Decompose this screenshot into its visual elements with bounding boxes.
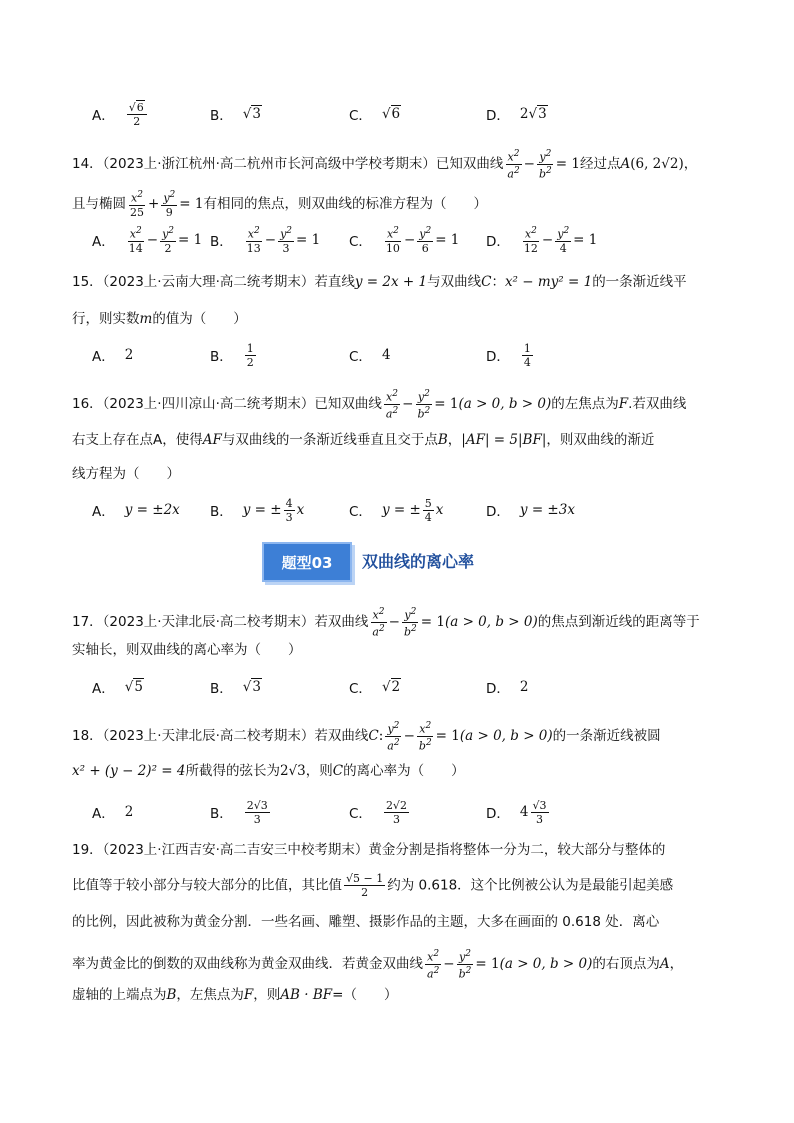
q14-option-b[interactable]: B． $\frac{x^2}{13}$ − $\frac{y^2}{3}$ = 1	[210, 226, 321, 255]
q17-options	[92, 667, 732, 707]
q14-line-2: 且与椭圆 $\frac{x^2}{25}$ + $\frac{y^2}{9}$ = 1有相同的焦点，则双曲线的标准方程为（ ）	[72, 190, 487, 219]
q16-option-c[interactable]: C． y = ± $\frac{5}{4}$ x	[349, 496, 444, 524]
q13-option-d[interactable]: D． 2 √3	[486, 106, 547, 124]
q15-option-c[interactable]: C． 4	[349, 347, 391, 365]
q14-line-1: 14．（2023上·浙江杭州·高二杭州市长河高级中学校考期末）已知双曲线 $\frac{x^2}{a^2}$ − $\frac{y^2}{b^2}$ = 1经过点A(6, 2√2)，	[72, 149, 698, 181]
q14-option-d[interactable]: D． $\frac{x^2}{12}$ − $\frac{y^2}{4}$ = 1	[486, 226, 598, 255]
q16-line-1: 16．（2023上·四川凉山·高二统考期末）已知双曲线 $\frac{x^2}{a^2}$ − $\frac{y^2}{b^2}$ = 1(a > 0, b > 0)的左焦点为F.若双曲线	[72, 389, 687, 421]
q16-option-d[interactable]: D． y = ±3x	[486, 502, 575, 520]
section-badge: 题型03	[262, 542, 352, 582]
q16-line-2: 右支上存在点A，使得AF与双曲线的一条渐近线垂直且交于点B，|AF| = 5|BF|，则双曲线的渐近	[72, 432, 655, 448]
q13-option-b[interactable]: B． √3	[210, 106, 261, 124]
q13-options	[92, 94, 732, 134]
q13-option-a[interactable]: A． $\frac{√6}{2}$	[92, 94, 149, 134]
q15-options	[92, 335, 732, 375]
q17-option-d[interactable]: D． 2	[486, 679, 529, 697]
q18-options	[92, 792, 732, 832]
q15-option-d[interactable]: D． $\frac{1}{4}$	[486, 341, 531, 369]
q16-options	[92, 490, 732, 530]
q19-line-2: 比值等于较小部分与较大部分的比值，其比值 $\frac{√5 - 1}{2}$ 约为 0.618．这个比例被公认为是最能引起美感	[72, 872, 674, 899]
section-title: 双曲线的离心率	[362, 552, 475, 571]
q16-option-a[interactable]: A． y = ±2x	[92, 502, 180, 520]
q15-option-b[interactable]: B． $\frac{1}{2}$	[210, 341, 254, 369]
q14-option-c[interactable]: C． $\frac{x^2}{10}$ − $\frac{y^2}{6}$ = 1	[349, 226, 460, 255]
q17-line-1: 17．（2023上·天津北辰·高二校考期末）若双曲线 $\frac{x^2}{a^2}$ − $\frac{y^2}{b^2}$ = 1(a > 0, b > 0)的焦点到渐近线的距离等于	[72, 607, 700, 639]
q14-options	[92, 220, 732, 260]
q18-line-1: 18．（2023上·天津北辰·高二校考期末）若双曲线C: $\frac{y^2}{a^2}$ − $\frac{x^2}{b^2}$ = 1(a > 0, b > 0)的一条渐近线被圆	[72, 721, 661, 753]
q18-line-2: x² + (y − 2)² = 4所截得的弦长为2√3，则C的离心率为（ ）	[72, 763, 465, 779]
q15-line-1: 15．（2023上·云南大理·高二统考期末）若直线y = 2x + 1与双曲线C：x² − my² = 1的一条渐近线平	[72, 274, 687, 290]
q13-option-c[interactable]: C． √6	[349, 106, 401, 124]
q16-option-b[interactable]: B． y = ± $\frac{4}{3}$ x	[210, 496, 305, 524]
q17-line-2: 实轴长，则双曲线的离心率为（ ）	[72, 642, 302, 658]
q18-option-c[interactable]: C． $\frac{2√2}{3}$	[349, 798, 407, 826]
q16-line-3: 线方程为（ ）	[72, 466, 180, 482]
q15-option-a[interactable]: A． 2	[92, 347, 134, 365]
q18-option-a[interactable]: A． 2	[92, 804, 134, 822]
q15-line-2: 行，则实数m的值为（ ）	[72, 311, 247, 327]
q17-option-b[interactable]: B． √3	[210, 679, 261, 697]
q19-line-3: 的比例，因此被称为黄金分割．一些名画、雕塑、摄影作品的主题，大多在画面的 0.618 处．离心	[72, 914, 660, 930]
q19-line-1: 19．（2023上·江西吉安·高二吉安三中校考期末）黄金分割是指将整体一分为二，较大部分与整体的	[72, 842, 666, 858]
q17-option-c[interactable]: C． √2	[349, 679, 401, 697]
q19-line-4: 率为黄金比的倒数的双曲线称为黄金双曲线．若黄金双曲线 $\frac{x^2}{a^2}$ − $\frac{y^2}{b^2}$ = 1(a > 0, b > 0)的右顶点为A，	[72, 949, 684, 981]
q17-option-a[interactable]: A． √5	[92, 679, 143, 697]
q14-option-a[interactable]: A． $\frac{x^2}{14}$ − $\frac{y^2}{2}$ = 1	[92, 226, 203, 255]
q19-line-5: 虚轴的上端点为B，左焦点为F，则AB · BF=（ ）	[72, 987, 398, 1003]
q18-option-b[interactable]: B． $\frac{2√3}{3}$	[210, 798, 268, 826]
q18-option-d[interactable]: D． 4 $\frac{√3}{3}$	[486, 798, 547, 826]
